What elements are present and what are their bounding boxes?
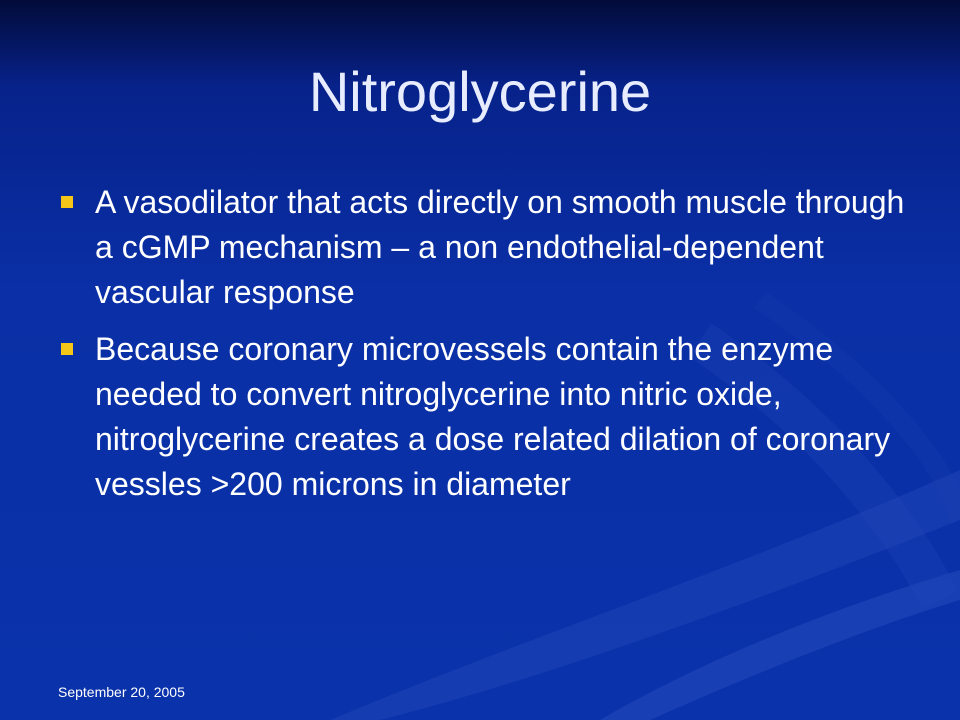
bullet-item bbox=[58, 327, 918, 507]
slide-title: Nitroglycerine bbox=[308, 60, 652, 123]
square-bullet-icon bbox=[61, 343, 73, 355]
bullet-item bbox=[58, 180, 918, 315]
bullet-text: Because coronary microvessels contain the enzyme needed to convert nitroglycerine into nitric oxide, nitroglycerine creates a dose related dilation of coronary vessles >200 microns in diameter bbox=[95, 331, 891, 502]
bullet-list bbox=[58, 180, 918, 519]
square-bullet-icon bbox=[61, 196, 73, 208]
footer-date: September 20, 2005 bbox=[58, 684, 185, 700]
bullet-text: A vasodilator that acts directly on smooth muscle through a cGMP mechanism – a non endothelial-dependent vascular response bbox=[95, 184, 905, 310]
